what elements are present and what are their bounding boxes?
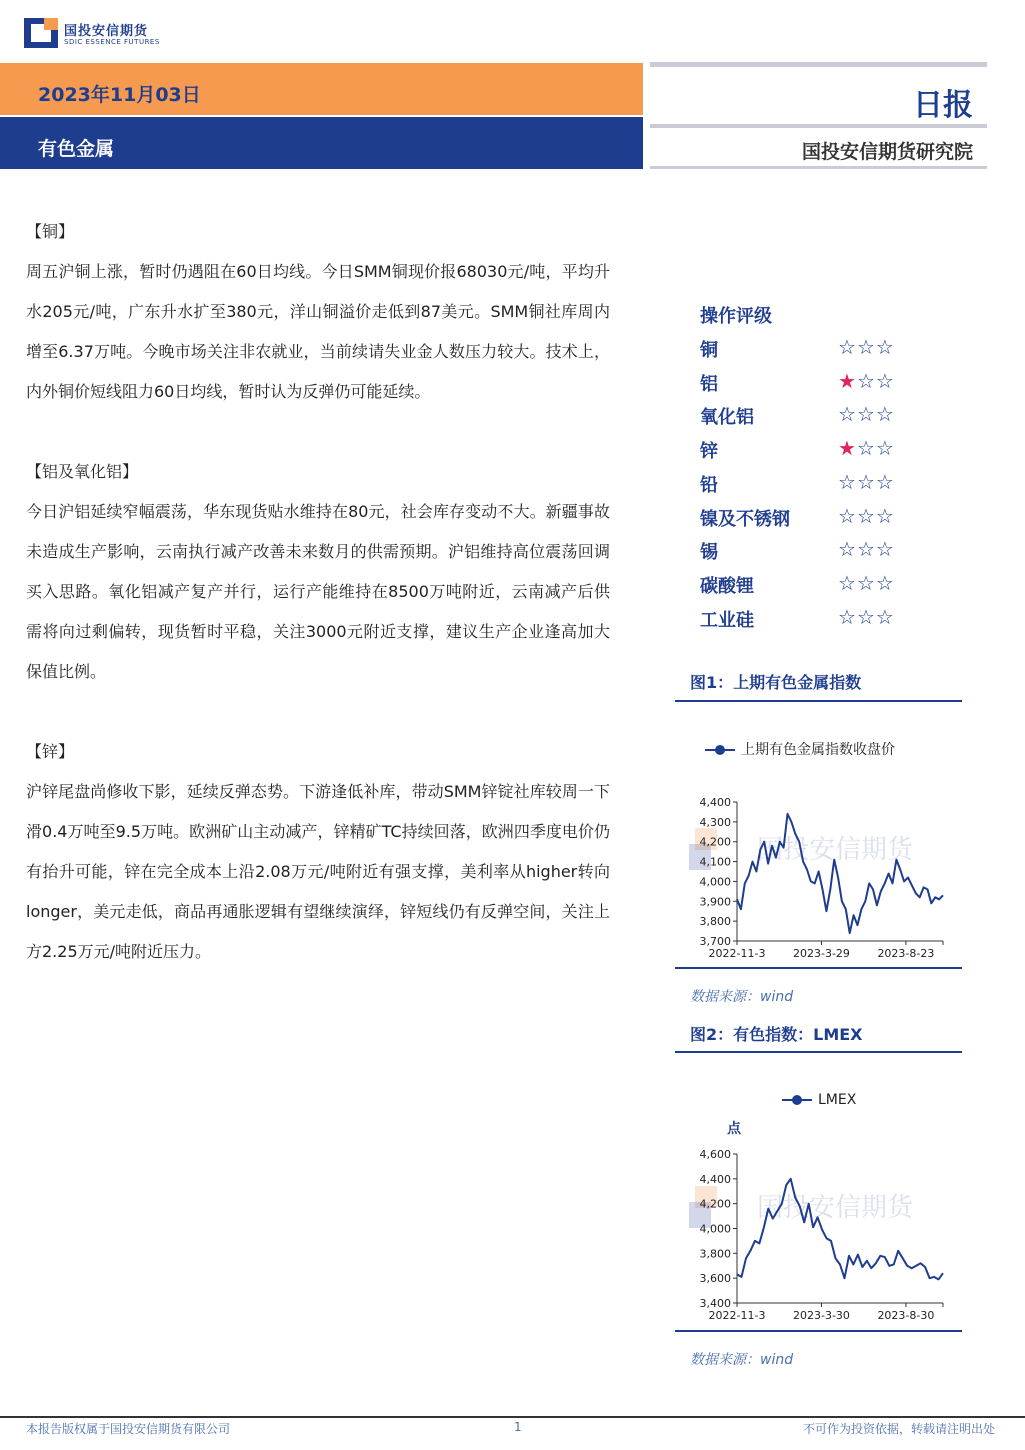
y-tick-label: 4,400: [699, 1172, 731, 1186]
section-body: 沪锌尾盘尚修收下影，延续反弹态势。下游逢低补库，带动SMM锌锭社库较周一下滑0.4万吨至9.5万吨。欧洲矿山主动减产，锌精矿TC持续回落，欧洲四季度电价仍有抬升可能，锌在完全成本上沿2.08万元/吨附近有强支撑，美利率从higher转向longer，美元走低，商品再通胀逻辑有望继续演绎，锌短线仍有反弹空间，关注上方2.25万元/吨附近压力。: [26, 782, 610, 961]
y-tick-label: 3,800: [699, 1247, 731, 1261]
y-tick-label: 3,900: [699, 895, 731, 909]
y-tick-label: 4,000: [699, 875, 731, 889]
rating-row: [700, 370, 960, 404]
legend-label: 上期有色金属指数收盘价: [741, 742, 895, 758]
section-title: 【锌】: [26, 742, 75, 761]
rating-metal-name: 铜: [700, 340, 718, 361]
rating-stars: [838, 571, 895, 595]
star-empty-icon: ☆: [875, 570, 895, 595]
y-tick-label: 3,800: [699, 915, 731, 929]
chart-watermark: 国投安信期货: [757, 835, 914, 865]
star-empty-icon: ☆: [875, 402, 895, 427]
y-tick-label: 4,000: [699, 1222, 731, 1236]
figure-title: 图2：有色指数：LMEX: [690, 1025, 863, 1044]
rating-metal-name: 工业硅: [700, 609, 754, 631]
rating-row: [700, 437, 960, 471]
star-empty-icon: ☆: [856, 436, 876, 461]
rating-stars: [838, 470, 895, 494]
legend-line-marker-icon: [705, 744, 735, 756]
figure-rule: [675, 700, 962, 702]
section-body: 今日沪铝延续窄幅震荡，华东现货贴水维持在80元，社会库存变动不大。新疆事故未造成生产影响，云南执行减产改善未来数月的供需预期。沪铝维持高位震荡回调买入思路。氧化铝减产复产并行，运行产能维持在8500万吨附近，云南减产后供需将向过剩偏转，现货暂时平稳，关注3000元附近支撑，建议生产企业逢高加大保值比例。: [26, 502, 610, 681]
rating-metal-name: 锡: [700, 542, 718, 564]
logo-name-cn: 国投安信期货: [64, 24, 149, 39]
chart-sfe-nonferrous-index: [675, 790, 962, 970]
section-aluminum: [26, 452, 610, 692]
company-logo: [24, 16, 174, 52]
rating-metal-name: 镍及不锈钢: [700, 508, 790, 530]
rating-metal-name: 碳酸锂: [700, 575, 754, 597]
section-body: 周五沪铜上涨，暂时仍遇阻在60日均线。今日SMM铜现价报68030元/吨，平均升水205元/吨，广东升水扩至380元，洋山铜溢价走低到87美元。SMM铜社库周内增至6.37万吨。今晚市场关注非农就业，当前续请失业金人数压力较大。技术上，内外铜价短线阻力60日均线，暂时认为反弹仍可能延续。: [26, 262, 610, 401]
rating-metal-name: 氧化铝: [700, 407, 754, 429]
rating-stars: [838, 504, 895, 528]
footer-copyright: 本报告版权属于国投安信期货有限公司: [26, 1422, 231, 1436]
star-empty-icon: ☆: [838, 469, 857, 494]
x-tick-label: 2022-11-3: [708, 947, 766, 960]
section-title: 【铝及氧化铝】: [26, 462, 139, 481]
star-empty-icon: ☆: [856, 537, 876, 562]
star-empty-icon: ☆: [856, 368, 876, 393]
x-tick-label: 2023-3-29: [792, 947, 850, 960]
rating-metal-name: 铝: [700, 373, 718, 395]
star-empty-icon: ☆: [875, 469, 895, 494]
y-tick-label: 3,400: [699, 1297, 731, 1310]
rating-title: 操作评级: [700, 306, 772, 327]
page-number: 1: [514, 1420, 522, 1434]
rating-row: [700, 336, 960, 370]
x-tick-label: 2023-8-23: [877, 947, 935, 960]
legend-line-marker-icon: [782, 1094, 812, 1106]
figure-rule: [675, 967, 962, 969]
report-type: 日报: [913, 88, 973, 123]
legend-label: LMEX: [818, 1092, 857, 1108]
logo-name-en: SDIC ESSENCE FUTURES: [64, 38, 160, 46]
chart-watermark: 国投安信期货: [757, 1193, 914, 1223]
figure-rule: [675, 1051, 962, 1053]
rating-row: [700, 471, 960, 505]
star-empty-icon: ☆: [875, 335, 895, 359]
star-empty-icon: ☆: [856, 604, 876, 629]
figure-rule: [675, 1330, 962, 1332]
y-tick-label: 4,600: [699, 1148, 731, 1161]
y-tick-label: 4,200: [699, 835, 731, 849]
x-tick-label: 2022-11-3: [708, 1309, 766, 1322]
chart-legend: [705, 739, 895, 759]
star-empty-icon: ☆: [838, 570, 857, 595]
chart-lmex-index: [675, 1140, 962, 1330]
star-empty-icon: ☆: [875, 503, 895, 528]
rating-row: [700, 538, 960, 572]
axis-unit: 点: [727, 1121, 741, 1137]
star-filled-icon: ★: [838, 436, 857, 461]
star-empty-icon: ☆: [856, 570, 876, 595]
section-zinc: [26, 732, 610, 972]
rating-row: [700, 505, 960, 539]
star-empty-icon: ☆: [875, 436, 895, 461]
star-empty-icon: ☆: [838, 537, 857, 562]
star-empty-icon: ☆: [875, 368, 895, 393]
chart-legend: [782, 1092, 856, 1108]
y-tick-label: 4,200: [699, 1197, 731, 1211]
y-tick-label: 4,300: [699, 815, 731, 829]
star-empty-icon: ☆: [838, 604, 857, 629]
y-tick-label: 4,400: [699, 796, 731, 809]
series-line: [737, 814, 943, 933]
rating-metal-name: 锌: [700, 441, 718, 463]
logo-mark-icon: [24, 18, 58, 48]
footer-disclaimer: 不可作为投资依据，转载请注明出处: [802, 1422, 995, 1436]
x-tick-label: 2023-8-30: [877, 1309, 935, 1322]
rating-row: [700, 403, 960, 437]
star-empty-icon: ☆: [856, 402, 876, 427]
star-empty-icon: ☆: [856, 335, 876, 359]
rating-stars: [838, 335, 895, 359]
rating-row: [700, 572, 960, 606]
figure-title: 图1：上期有色金属指数: [690, 673, 862, 692]
rating-stars: [838, 369, 895, 393]
report-section: 有色金属: [38, 138, 115, 160]
section-copper: [26, 212, 610, 412]
x-tick-label: 2023-3-30: [792, 1309, 850, 1322]
institute-name: 国投安信期货研究院: [801, 141, 973, 163]
rating-stars: [838, 605, 895, 629]
star-empty-icon: ☆: [856, 469, 876, 494]
star-empty-icon: ☆: [875, 537, 895, 562]
data-source: 数据来源：wind: [690, 1352, 794, 1368]
star-empty-icon: ☆: [838, 335, 857, 359]
y-tick-label: 3,600: [699, 1272, 731, 1286]
section-title: 【铜】: [26, 222, 75, 241]
data-source: 数据来源：wind: [690, 989, 794, 1005]
y-tick-label: 4,100: [699, 855, 731, 869]
report-date: 2023年11月03日: [38, 84, 201, 106]
rating-stars: [838, 537, 895, 561]
header-divider: [650, 166, 987, 169]
rating-metal-name: 铅: [700, 474, 718, 496]
star-filled-icon: ★: [838, 368, 857, 393]
star-empty-icon: ☆: [838, 402, 857, 427]
y-tick-label: 3,700: [699, 935, 731, 948]
header-divider: [650, 124, 987, 128]
star-empty-icon: ☆: [875, 604, 895, 629]
rating-row: [700, 606, 960, 640]
star-empty-icon: ☆: [856, 503, 876, 528]
star-empty-icon: ☆: [838, 503, 857, 528]
commentary-column: [26, 212, 610, 972]
rating-stars: [838, 402, 895, 426]
header-divider: [650, 62, 987, 67]
footer-rule: [0, 1416, 1025, 1418]
rating-stars: [838, 436, 895, 460]
